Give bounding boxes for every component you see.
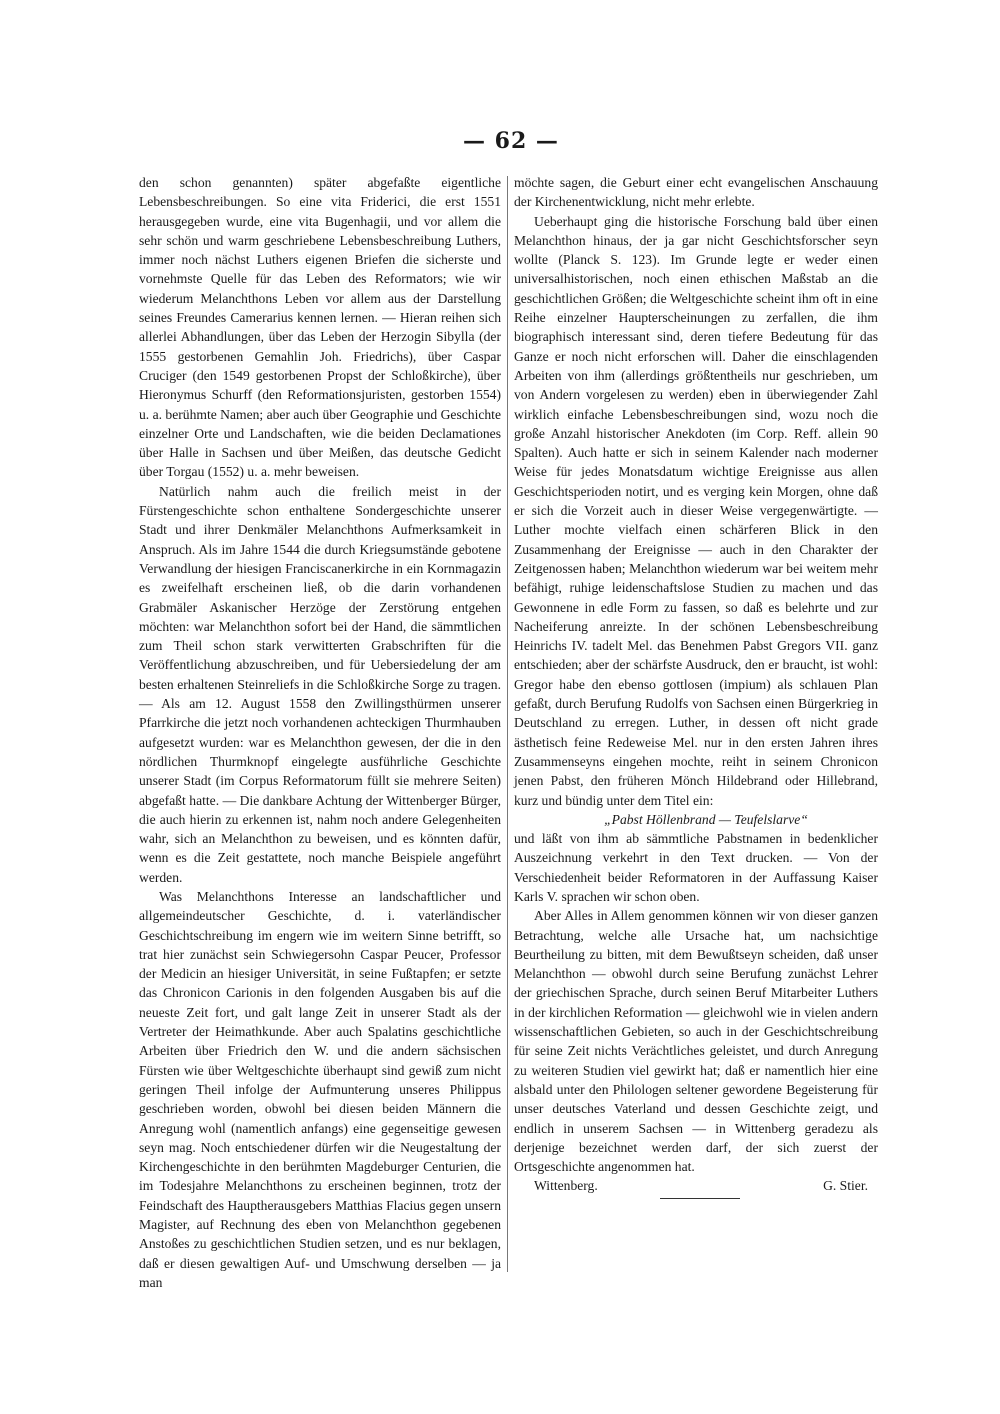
signature-author: G. Stier. [823,1178,868,1194]
block-quote: „Pabst Höllenbrand — Teufelslarve“ [604,811,808,827]
page-number: — 62 — [463,128,559,154]
left-paragraph-3: Was Melanchthons Interesse an landschaftlicher und allgemeindeutscher Geschichte, d. i. vaterländischer Geschichtschreibung im engern wie im weitern Sinne betrifft, so trat hier zunächst sein Schwiegersohn Caspar Peucer, Professor der Medicin an hiesiger Universität, in seine Fußtapfen; er setzte das Chronicon Carionis in den folgenden Ausgaben bis auf die neueste Zeit fort, und galt lange Zeit in unserer Stadt als der Vertreter der Heimathkunde. Aber auch Spalatins geschichtliche Arbeiten über Friedrich den W. und die andern sächsischen Fürsten wie über Weltgeschichte überhaupt sind gewiß zum nicht geringen Theil infolge der Aufmunterung unseres Philippus geschrieben worden, obwohl bei diesen beiden Männern die Anregung wohl (namentlich anfangs) eine gegenseitige gewesen seyn mag. Noch entschiedener dürfen wir die Neugestaltung der Kirchengeschichte in den berühmten Magdeburger Centurien, die im Todesjahre Melanchthons zu erscheinen beginnen, trotz der Feindschaft des Hauptherausgebers Matthias Flacius gegen unsern Magister, auf Rechnung des eben von Melanchthon gegebenen Anstoßes zu geschichtlichen Studien setzen, und es nur beklagen, daß er diesen gewaltigen Auf- und Umschwung derselben — ja man [139,888,501,1290]
right-paragraph-2: Ueberhaupt ging die historische Forschung bald über einen Melanchthon hinaus, der ja gar nicht Geschichtsforscher seyn wollte (Planck S. 123). Im Grunde legte er weder einen universalhistorischen, noch einen ethischen Maßstab an die geschichtlichen Größen; die Weltgeschichte scheint ihm oft in eine Reihe einzelner Haupterscheinungen zu zerfallen, die ihm biographisch interessant sind, deren tiefere Bedeutung für das Ganze er noch nicht erforschen will. Daher die einschlagenden Arbeiten von ihm (allerdings größtentheils nur geschrieben, um von Andern vorgelesen zu werden) eben in überwiegender Zahl wirklich einfache Lebensbeschreibungen sind, wozu noch die große Anzahl historischer Anekdoten (im Corp. Reff. allein 90 Spalten). Auch hatte er sich in seinem Kalender nach moderner Weise für jedes Monatsdatum wichtige Ereignisse aus allen Geschichtsperioden notirt, und es verging kein Morgen, ohne daß er sich die Vorzeit auch in dieser Weise vergegenwärtigte. — Luther mochte vielfach einen schärferen Blick in den Zusammenhang der Ereignisse — auch in den Charakter der Zeitgenossen haben; Melanchthon wiederum war bei weitem mehr befähigt, ruhige leidenschaftslose Studien zu machen und das Gewonnene in edle Form zu fassen, so daß es belehrte und zur Nacheiferung anreizte. In der schönen Lebensbeschreibung Heinrichs IV. tadelt Mel. das Benehmen Pabst Gregors VII. ganz entschieden; aber der schärfste Ausdruck, den er braucht, ist wohl: Gregor habe den ebenso gottlosen (impium) als schlauen Plan gefaßt, durch Berufung Rudolfs von Sachsen einen Bürgerkrieg in Deutschland zu erregen. Luther, in dessen oft nicht grade ästhetisch feine Redeweise Mel. nur in den ersten Jahren ihres Zusammenseyns eingehen mochte, reiht in seinem Chronicon jenen Pabst, den früheren Mönch Hildebrand oder Hillebrand, kurz und bündig unter dem Titel ein: [514,213,878,808]
signature-line [514,1176,878,1195]
right-paragraph-closing: Aber Alles in Allem genommen können wir von dieser ganzen Betrachtung, welche alle Ursache hat, um nachsichtige Beurtheilung zu bitten, mit dem Bewußtseyn scheiden, daß unser Melanchthon — obwohl durch seine Berufung zunächst Lehrer der griechischen Sprache, durch seinen Beruf Mitarbeiter Luthers in der kirchlichen Reformation — gleichwohl wie in vielen andern wissenschaftlichen Gebieten, so auch in der Geschichtschreibung für seine Zeit nichts Verächtliches geleistet, und durch Anregung zu weiteren Studien viel gewirkt hat; daß er namentlich hier eine alsbald unter den Philologen seltener gewordene Begeisterung für unser deutsches Vaterland und dessen Geschichte zeigt, und endlich in unserem Sachsen — in Wittenberg geradezu als derjenige bezeichnet werden darf, der sich zuerst der Ortsgeschichte angenommen hat. [514,908,878,1175]
left-paragraph-2: Natürlich nahm auch die freilich meist in der Fürstengeschichte schon enthaltene Sondergeschichte unserer Stadt und ihrer Denkmäler Melanchthons Aufmerksamkeit in Anspruch. Als im Jahre 1544 die durch Kriegsumstände gebotene Verwandlung der hiesigen Franciscanerkirche in ein Kornmagazin es zweifelhaft erscheinen ließ, ob die darin vorhandenen Grabmäler Askanischer Herzöge der Zerstörung entgehen möchten: war Melanchthon sofort bei der Hand, die sämmtlichen zum Theil schon stark verwitterten Grabschriften für die Veröffentlichung abzuschreiben, und für Uebersiedelung der am besten erhaltenen Steinreliefs in die Schloßkirche Sorge zu tragen. — Als am 12. August 1558 den Zwillingsthürmen unserer Pfarrkirche die jetzt noch vorhandenen achteckigen Thurmhauben aufgesetzt wurden: war es Melanchthon gewesen, der die in den nördlichen Thurmknopf eingelegte ausführliche Geschichte unserer Stadt (im Corpus Reformatorum füllt sie mehrere Seiten) abgefaßt hatte. — Die dankbare Achtung der Wittenberger Bürger, die auch hierin zu erkennen ist, nahm noch andere Gelegenheiten wahr, sich an Melanchthon zu beweisen, und es könnten dafür, wenn es die Zeit gestattete, noch manche Beispiele angeführt werden. [139,483,501,885]
signature-place: Wittenberg. [534,1178,598,1194]
right-column [514,173,878,1196]
left-column [139,173,501,1292]
right-paragraph-1: möchte sagen, die Geburt einer echt evangelischen Anschauung der Kirchenentwicklung, nicht mehr erlebte. [514,175,878,210]
page-header [0,128,1000,158]
column-divider [507,176,508,1272]
end-rule [660,1198,740,1199]
right-paragraph-after-quote: und läßt von ihm ab sämmtliche Pabstnamen in bedenklicher Auszeichnung verkehrt in den Text drucken. — Von der Verschiedenheit beider Reformatoren in der Auffassung Kaiser Karls V. sprachen wir schon oben. [514,831,878,904]
left-paragraph-1: den schon genannten) später abgefaßte eigentliche Lebensbeschreibungen. So eine vita Friderici, die erst 1551 herausgegeben wurde, eine vita Bugenhagii, und vor allem die sehr schön und warm geschriebene Lebensbeschreibung Luthers, immer noch nächst Luthers eigenen Briefen die sicherste und vornehmste Quelle für das Leben des Reformators; wie wir wiederum Melanchthons Leben vor allem aus der Darstellung seines Freundes Camerarius kennen lernen. — Hieran reihen sich allerlei Abhandlungen, über das Leben der Herzogin Sibylla (der 1555 gestorbenen Gemahlin Joh. Friedrichs), über Caspar Cruciger (den 1549 gestorbenen Propst der Schloßkirche), über Hieronymus Schurff (den Reformationsjuristen, gestorben 1554) u. a. berühmte Namen; aber auch über Geographie und Geschichte einzelner Orte und Landschaften, wie die beiden Declamationes über Halle in Sachsen und über Meißen, das deutsche Gedicht über Torgau (1552) u. a. mehr beweisen. [139,175,501,480]
